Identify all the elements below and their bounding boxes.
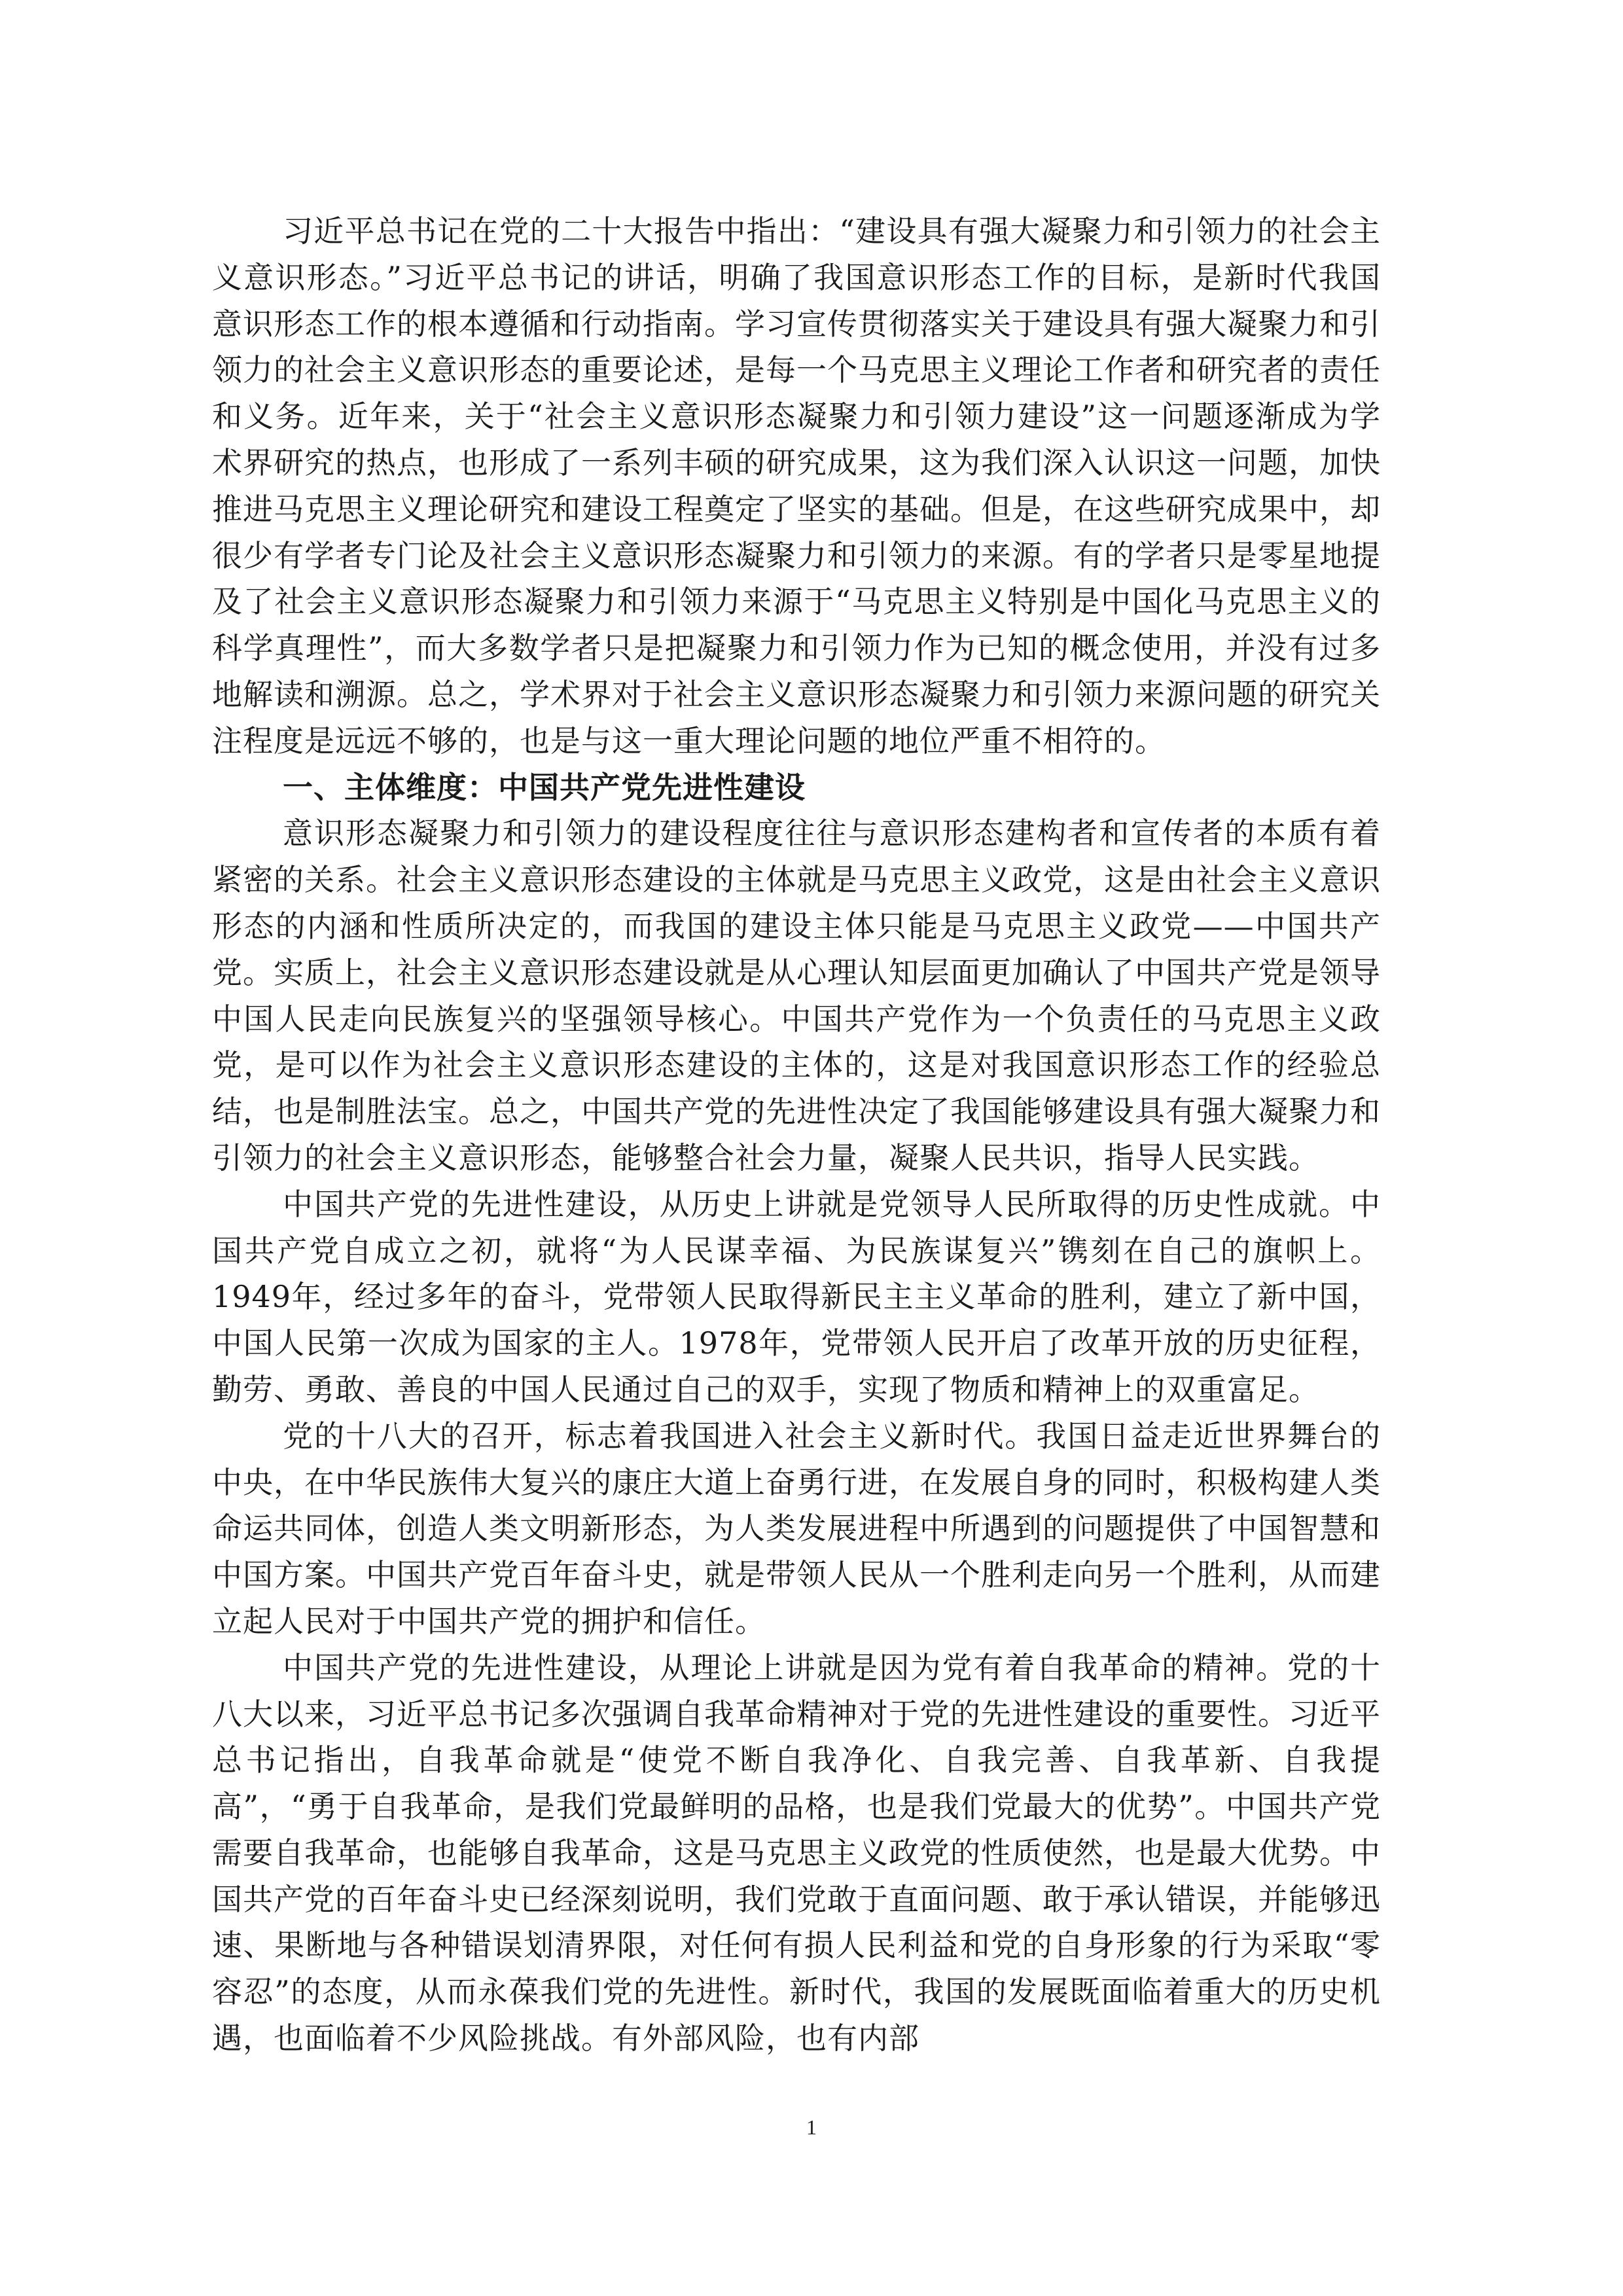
document-body [212,208,1381,2062]
paragraph-new-era: 党的十八大的召开，标志着我国进入社会主义新时代。我国日益走近世界舞台的中央，在中华民族伟大复兴的康庄大道上奋勇行进，在发展自身的同时，积极构建人类命运共同体，创造人类文明新形态，为人类发展进程中所遇到的问题提供了中国智慧和中国方案。中国共产党百年奋斗史，就是带领人民从一个胜利走向另一个胜利，从而建立起人民对于中国共产党的拥护和信任。 [212,1418,1381,1639]
paragraph-theory: 中国共产党的先进性建设，从理论上讲就是因为党有着自我革命的精神。党的十八大以来，习近平总书记多次强调自我革命精神对于党的先进性建设的重要性。习近平总书记指出，自我革命就是“使党不断自我净化、自我完善、自我革新、自我提高”，“勇于自我革命，是我们党最鲜明的品格，也是我们党最大的优势”。中国共产党需要自我革命，也能够自我革命，这是马克思主义政党的性质使然，也是最大优势。中国共产党的百年奋斗史已经深刻说明，我们党敢于直面问题、敢于承认错误，并能够迅速、果断地与各种错误划清界限，对任何有损人民利益和党的自身形象的行为采取“零容忍”的态度，从而永葆我们党的先进性。新时代，我国的发展既面临着重大的历史机遇，也面临着不少风险挑战。有外部风险，也有内部 [212,1649,1381,2056]
paragraph-history: 中国共产党的先进性建设，从历史上讲就是党领导人民所取得的历史性成就。中国共产党自成立之初，就将“为人民谋幸福、为民族谋复兴”镌刻在自己的旗帜上。1949年，经过多年的奋斗，党带领人民取得新民主主义革命的胜利，建立了新中国，中国人民第一次成为国家的主人。1978年，党带领人民开启了改革开放的历史征程，勤劳、勇敢、善良的中国人民通过自己的双手，实现了物质和精神上的双重富足。 [212,1186,1381,1407]
paragraph-intro: 习近平总书记在党的二十大报告中指出：“建设具有强大凝聚力和引领力的社会主义意识形态。”习近平总书记的讲话，明确了我国意识形态工作的目标，是新时代我国意识形态工作的根本遵循和行动指南。学习宣传贯彻落实关于建设具有强大凝聚力和引领力的社会主义意识形态的重要论述，是每一个马克思主义理论工作者和研究者的责任和义务。近年来，关于“社会主义意识形态凝聚力和引领力建设”这一问题逐渐成为学术界研究的热点，也形成了一系列丰硕的研究成果，这为我们深入认识这一问题，加快推进马克思主义理论研究和建设工程奠定了坚实的基础。但是，在这些研究成果中，却很少有学者专门论及社会主义意识形态凝聚力和引领力的来源。有的学者只是零星地提及了社会主义意识形态凝聚力和引领力来源于“马克思主义特别是中国化马克思主义的科学真理性”，而大多数学者只是把凝聚力和引领力作为已知的概念使用，并没有过多地解读和溯源。总之，学术界对于社会主义意识形态凝聚力和引领力来源问题的研究关注程度是远远不够的，也是与这一重大理论问题的地位严重不相符的。 [212,213,1381,759]
section-heading: 一、主体维度：中国共产党先进性建设 [283,769,806,805]
paragraph-subject: 意识形态凝聚力和引领力的建设程度往往与意识形态建构者和宣传者的本质有着紧密的关系。社会主义意识形态建设的主体就是马克思主义政党，这是由社会主义意识形态的内涵和性质所决定的，而我国的建设主体只能是马克思主义政党——中国共产党。实质上，社会主义意识形态建设就是从心理认知层面更加确认了中国共产党是领导中国人民走向民族复兴的坚强领导核心。中国共产党作为一个负责任的马克思主义政党，是可以作为社会主义意识形态建设的主体的，这是对我国意识形态工作的经验总结，也是制胜法宝。总之，中国共产党的先进性决定了我国能够建设具有强大凝聚力和引领力的社会主义意识形态，能够整合社会力量，凝聚人民共识，指导人民实践。 [212,816,1381,1175]
page-number: 1 [806,2115,817,2139]
